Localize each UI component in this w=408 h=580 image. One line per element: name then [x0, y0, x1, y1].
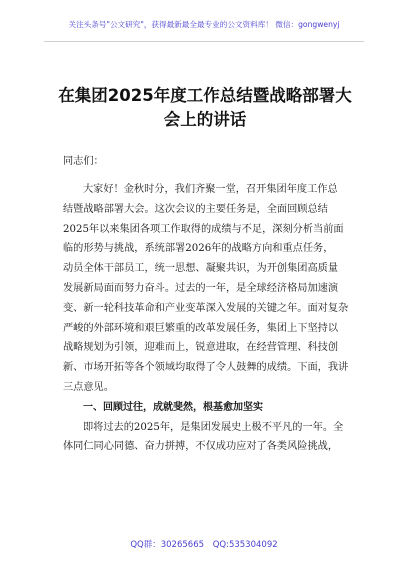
- body-line: 2025年以来集团各项工作取得的成绩与不足，深刻分析当前面: [63, 223, 344, 235]
- title-line: 在集团2025年度工作总结暨战略部署大: [58, 86, 352, 105]
- body-line: 新、市场开拓等各个领域均取得了令人鼓舞的成绩。下面，我讲: [63, 362, 349, 374]
- header-note: 关注头条号"公文研究"，获得最新最全最专业的公文资料库！ 微信：gongwenyj: [68, 20, 340, 29]
- body-line: 三点意见。: [63, 381, 114, 393]
- section-line: 即将过去的2025年，是集团发展史上极不平凡的一年。全: [83, 421, 344, 433]
- header-divider: [44, 41, 364, 42]
- salutation: 同志们：: [63, 156, 104, 167]
- section-heading: 一、回顾过往，成就斐然，根基愈加坚实: [83, 401, 263, 413]
- body-line: 严峻的外部环境和艰巨繁重的改革发展任务，集团上下坚持以: [63, 322, 339, 334]
- body-line: 变、新一轮科技革命和产业变革深入发展的关键之年。面对复杂: [63, 302, 349, 314]
- footer-qq-number: QQ:535304092: [212, 540, 278, 550]
- footer-qq-group: QQ群：30265665: [130, 540, 205, 550]
- section-line: 体同仁同心同德、奋力拼搏，不仅成功应对了各类风险挑战，: [63, 441, 339, 453]
- body-line: 结暨战略部署大会。这次会议的主要任务是，全面回顾总结: [63, 203, 328, 215]
- document-title: [44, 84, 366, 132]
- title-line: 会上的讲话: [163, 110, 247, 129]
- body-line: 动员全体干部员工，统一思想、凝聚共识，为开创集团高质量: [63, 263, 339, 275]
- body-line: 大家好！金秋时分，我们齐聚一堂，召开集团年度工作总: [83, 184, 338, 195]
- body-text: [63, 180, 353, 457]
- body-line: 发展新局面而努力奋斗。过去的一年，是全球经济格局加速演: [63, 282, 339, 294]
- body-line: 战略规划为引领，迎难而上，锐意进取，在经营管理、科技创: [63, 342, 339, 354]
- footer-contact: [0, 538, 408, 550]
- body-line: 临的形势与挑战，系统部署2026年的战略方向和重点任务，: [63, 243, 334, 255]
